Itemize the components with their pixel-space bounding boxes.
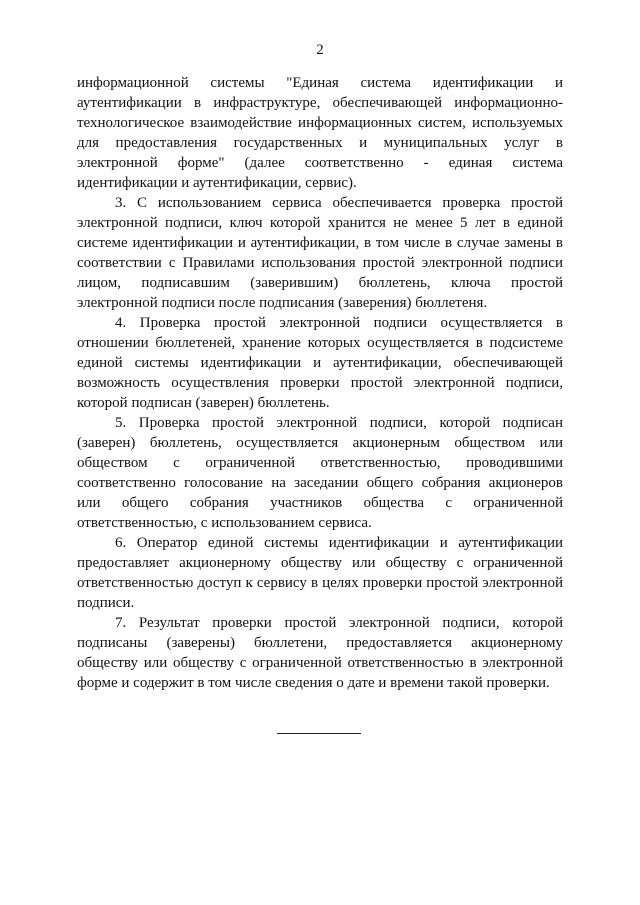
page-number: 2 xyxy=(316,42,324,58)
end-separator-line xyxy=(277,733,361,734)
paragraph-3: 3. С использованием сервиса обеспечивается проверка простой электронной подписи, ключ которой хранится не менее 5 лет в единой системе идентификации и аутентификации, в том числе в случае замены в соответствии с Правилами использования простой электронной подписи лицом, подписавшим (заверившим) бюллетень, ключа простой электронной подписи после подписания (заверения) бюллетеня. xyxy=(77,195,563,311)
paragraph-4: 4. Проверка простой электронной подписи осуществляется в отношении бюллетеней, хранение которых осуществляется в подсистеме единой системы идентификации и аутентификации, обеспечивающей возможность осуществления проверки простой электронной подписи, которой подписан (заверен) бюллетень. xyxy=(77,315,563,411)
paragraph-7: 7. Результат проверки простой электронной подписи, которой подписаны (заверены) бюллетени, предоставляется акционерному обществу или обществу с ограниченной ответственностью в электронной форме и содержит в том числе сведения о дате и времени такой проверки. xyxy=(77,615,563,691)
paragraph-6: 6. Оператор единой системы идентификации и аутентификации предоставляет акционерному обществу или обществу с ограниченной ответственностью доступ к сервису в целях проверки простой электронной подписи. xyxy=(77,535,563,611)
document-body xyxy=(77,73,563,693)
paragraph-5: 5. Проверка простой электронной подписи, которой подписан (заверен) бюллетень, осуществляется акционерным обществом или обществом с ограниченной ответственностью, проводившими соответственно голосование на заседании общего собрания акционеров или общего собрания участников общества с ограниченной ответственностью, с использованием сервиса. xyxy=(77,415,563,531)
paragraph-continuation: информационной системы "Единая система идентификации и аутентификации в инфраструктуре, обеспечивающей информационно-технологическое взаимодействие информационных систем, используемых для предоставления государственных и муниципальных услуг в электронной форме" (далее соответственно - единая система идентификации и аутентификации, сервис). xyxy=(77,75,563,191)
